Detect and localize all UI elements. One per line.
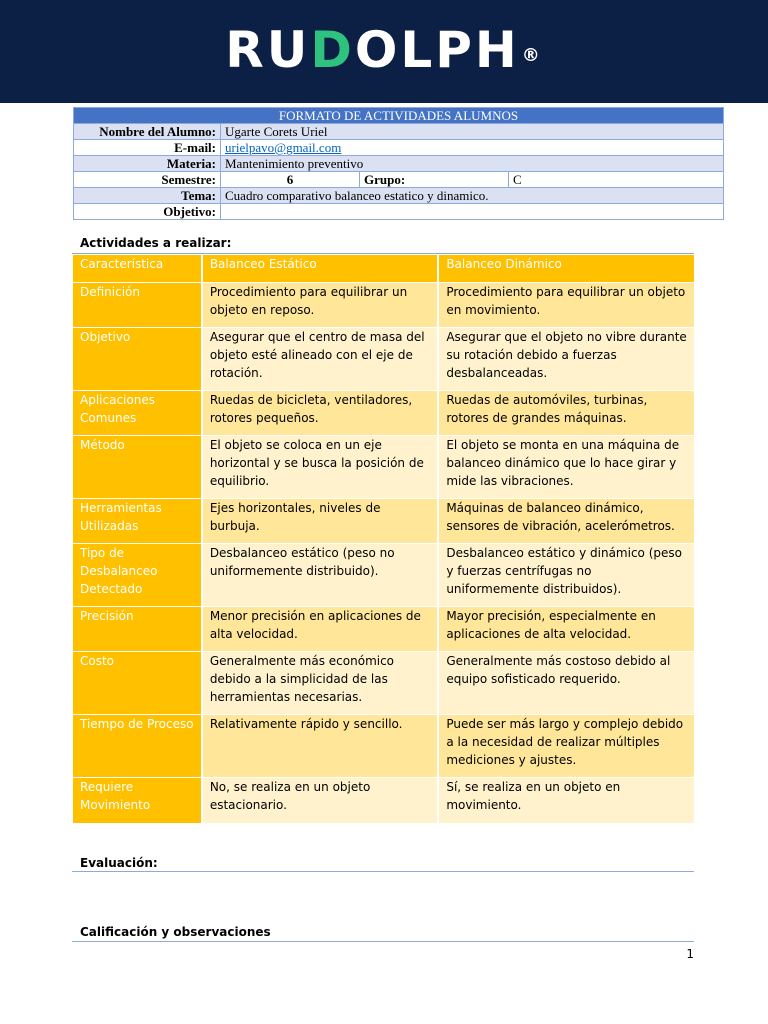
table-row: [73, 607, 694, 652]
calificacion-heading: Calificación y observaciones: [80, 925, 271, 939]
activities-rule: [72, 253, 694, 254]
table-row: [73, 391, 694, 436]
row-label: Tipo de Desbalanceo Detectado: [73, 544, 201, 607]
row-label: Precisión: [73, 607, 201, 652]
materia-label: Materia:: [74, 156, 221, 172]
cell-dinamico: Generalmente más costoso debido al equipo sofisticado requerido.: [437, 652, 694, 715]
evaluacion-rule: [72, 871, 694, 872]
cell-estatico: Ruedas de bicicleta, ventiladores, rotores pequeños.: [201, 391, 438, 436]
semestre-value: 6: [221, 172, 360, 188]
cell-estatico: Procedimiento para equilibrar un objeto en reposo.: [201, 283, 438, 328]
row-label: Tiempo de Proceso: [73, 715, 201, 778]
cell-dinamico: Sí, se realiza en un objeto en movimiento.: [437, 778, 694, 824]
table-row: [73, 499, 694, 544]
rudolph-logo: RUDOLPH ®: [225, 21, 543, 79]
tema-label: Tema:: [74, 188, 221, 204]
cell-dinamico: Mayor precisión, especialmente en aplicaciones de alta velocidad.: [437, 607, 694, 652]
calificacion-rule: [72, 941, 694, 942]
student-info-form: [73, 107, 724, 220]
objetivo-value: [221, 204, 724, 220]
header-caracteristica: Característica: [73, 255, 201, 283]
cell-dinamico: El objeto se monta en una máquina de balanceo dinámico que lo hace girar y mide las vibraciones.: [437, 436, 694, 499]
header-banner: [0, 0, 768, 103]
header-balanceo-dinamico: Balanceo Dinámico: [437, 255, 694, 283]
objetivo-label: Objetivo:: [74, 204, 221, 220]
cell-estatico: El objeto se coloca en un eje horizontal y se busca la posición de equilibrio.: [201, 436, 438, 499]
table-row: [73, 652, 694, 715]
cell-dinamico: Asegurar que el objeto no vibre durante su rotación debido a fuerzas desbalanceadas.: [437, 328, 694, 391]
row-label: Costo: [73, 652, 201, 715]
activities-heading: Actividades a realizar:: [80, 236, 232, 250]
form-title: FORMATO DE ACTIVIDADES ALUMNOS: [74, 108, 724, 124]
nombre-label: Nombre del Alumno:: [74, 124, 221, 140]
cell-estatico: Relativamente rápido y sencillo.: [201, 715, 438, 778]
table-row: [73, 436, 694, 499]
row-label: Aplicaciones Comunes: [73, 391, 201, 436]
table-row: [73, 283, 694, 328]
tema-value: Cuadro comparativo balanceo estatico y dinamico.: [221, 188, 724, 204]
cell-estatico: Generalmente más económico debido a la simplicidad de las herramientas necesarias.: [201, 652, 438, 715]
email-link[interactable]: urielpavo@gmail.com: [225, 140, 342, 155]
row-label: Definición: [73, 283, 201, 328]
row-label: Requiere Movimiento: [73, 778, 201, 824]
cell-dinamico: Máquinas de balanceo dinámico, sensores de vibración, acelerómetros.: [437, 499, 694, 544]
cell-estatico: No, se realiza en un objeto estacionario.: [201, 778, 438, 824]
cell-estatico: Desbalanceo estático (peso no uniformemente distribuido).: [201, 544, 438, 607]
nombre-value: Ugarte Corets Uriel: [221, 124, 724, 140]
table-row: [73, 778, 694, 824]
semestre-label: Semestre:: [74, 172, 221, 188]
cell-estatico: Menor precisión en aplicaciones de alta velocidad.: [201, 607, 438, 652]
table-row: [73, 715, 694, 778]
row-label: Método: [73, 436, 201, 499]
header-balanceo-estatico: Balanceo Estático: [201, 255, 438, 283]
row-label: Herramientas Utilizadas: [73, 499, 201, 544]
grupo-value: C: [509, 172, 724, 188]
materia-value: Mantenimiento preventivo: [221, 156, 724, 172]
cell-dinamico: Puede ser más largo y complejo debido a la necesidad de realizar múltiples mediciones y ajustes.: [437, 715, 694, 778]
email-label: E-mail:: [74, 140, 221, 156]
grupo-label: Grupo:: [360, 172, 509, 188]
cell-estatico: Asegurar que el centro de masa del objeto esté alineado con el eje de rotación.: [201, 328, 438, 391]
cell-dinamico: Procedimiento para equilibrar un objeto en movimiento.: [437, 283, 694, 328]
cell-estatico: Ejes horizontales, niveles de burbuja.: [201, 499, 438, 544]
comparison-table: [73, 255, 694, 824]
cell-dinamico: Desbalanceo estático y dinámico (peso y fuerzas centrífugas no uniformemente distribuidos).: [437, 544, 694, 607]
table-row: [73, 544, 694, 607]
cell-dinamico: Ruedas de automóviles, turbinas, rotores de grandes máquinas.: [437, 391, 694, 436]
table-row: [73, 328, 694, 391]
evaluacion-heading: Evaluación:: [80, 856, 158, 870]
page-number: 1: [686, 947, 694, 961]
row-label: Objetivo: [73, 328, 201, 391]
